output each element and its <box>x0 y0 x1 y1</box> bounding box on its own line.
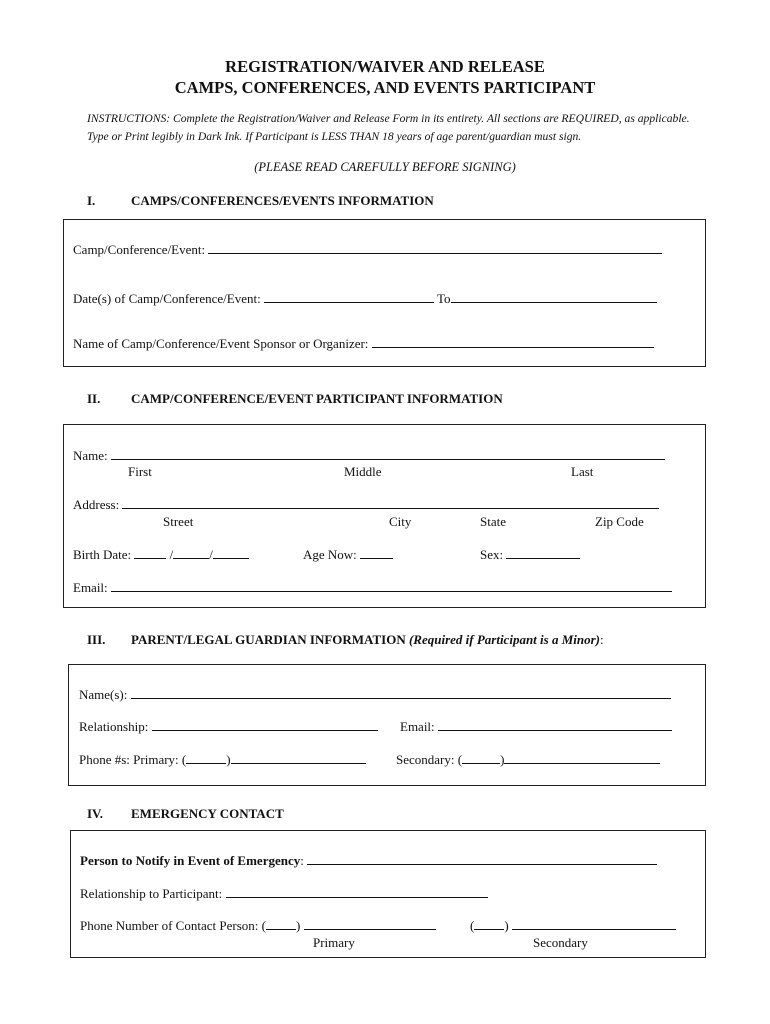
emergency-notify-colon: : <box>300 853 304 868</box>
participant-address-field[interactable] <box>73 497 659 513</box>
emergency-notify-field[interactable] <box>80 853 657 869</box>
guardian-email-input-line[interactable] <box>438 719 672 731</box>
section-1-title: CAMPS/CONFERENCES/EVENTS INFORMATION <box>131 193 434 208</box>
guardian-names-field[interactable] <box>79 687 671 703</box>
guardian-primary-area-code-line[interactable] <box>186 752 226 764</box>
section-3-number: III. <box>87 632 106 647</box>
birth-day-input-line[interactable] <box>173 547 209 559</box>
section-3-colon: : <box>600 632 604 647</box>
event-label: Camp/Conference/Event: <box>73 242 206 257</box>
emergency-phone-field[interactable] <box>80 918 436 934</box>
emergency-primary-caption: Primary <box>313 935 355 950</box>
emergency-relationship-label: Relationship to Participant: <box>80 886 223 901</box>
sex-input-line[interactable] <box>506 547 580 559</box>
emergency-primary-paren-open: ( <box>261 918 266 933</box>
emergency-secondary-paren-close: ) <box>504 918 509 933</box>
participant-email-field[interactable] <box>73 580 672 596</box>
address-state-caption: State <box>480 514 506 529</box>
birth-sep-1: / <box>169 547 174 562</box>
guardian-primary-paren-open: ( <box>181 752 187 767</box>
guardian-email-label: Email: <box>400 719 435 734</box>
emergency-notify-label: Person to Notify in Event of Emergency <box>80 853 301 868</box>
name-middle-caption: Middle <box>344 464 382 479</box>
guardian-primary-paren-close: ) <box>226 752 231 767</box>
guardian-secondary-paren-open: ( <box>457 752 463 767</box>
form-title-line1: REGISTRATION/WAIVER AND RELEASE <box>225 57 545 76</box>
date-start-input-line[interactable] <box>264 291 434 303</box>
sex-label: Sex: <box>480 547 504 562</box>
birth-year-input-line[interactable] <box>213 547 249 559</box>
guardian-relationship-label: Relationship: <box>79 719 149 734</box>
sponsor-label: Name of Camp/Conference/Event Sponsor or Organizer: <box>73 336 369 351</box>
guardian-secondary-paren-close: ) <box>500 752 505 767</box>
sponsor-field[interactable] <box>73 336 654 352</box>
participant-address-label: Address: <box>73 497 120 512</box>
address-city-caption: City <box>389 514 412 529</box>
age-field[interactable] <box>303 547 393 563</box>
participant-email-label: Email: <box>73 580 108 595</box>
guardian-secondary-phone-field[interactable] <box>396 752 660 768</box>
guardian-secondary-phone-line[interactable] <box>504 752 660 764</box>
address-street-caption: Street <box>163 514 194 529</box>
guardian-secondary-area-code-line[interactable] <box>462 752 500 764</box>
guardian-names-input-line[interactable] <box>131 687 671 699</box>
dates-to-label: To <box>436 291 451 306</box>
guardian-phone-label: Phone #s: Primary: <box>79 752 179 767</box>
emergency-primary-phone-line[interactable] <box>304 918 436 930</box>
section-2-title: CAMP/CONFERENCE/EVENT PARTICIPANT INFORMATION <box>131 391 503 406</box>
name-first-caption: First <box>128 464 152 479</box>
form-title-line2: CAMPS, CONFERENCES, AND EVENTS PARTICIPANT <box>174 78 596 97</box>
section-4-title: EMERGENCY CONTACT <box>131 806 284 821</box>
birth-date-label: Birth Date: <box>73 547 132 562</box>
participant-address-input-line[interactable] <box>122 497 659 509</box>
sponsor-input-line[interactable] <box>372 336 654 348</box>
event-input-line[interactable] <box>208 242 662 254</box>
emergency-notify-input-line[interactable] <box>307 853 657 865</box>
read-carefully-note: (PLEASE READ CAREFULLY BEFORE SIGNING) <box>254 160 516 174</box>
section-3-title: PARENT/LEGAL GUARDIAN INFORMATION <box>131 632 406 647</box>
emergency-relationship-input-line[interactable] <box>226 886 488 898</box>
age-label: Age Now: <box>303 547 357 562</box>
emergency-secondary-phone-line[interactable] <box>512 918 676 930</box>
guardian-names-label: Name(s): <box>79 687 128 702</box>
emergency-secondary-area-code-line[interactable] <box>474 918 504 930</box>
instructions-text: INSTRUCTIONS: Complete the Registration/Waiver and Release Form in its entirety. All sections are REQUIRED, as applicable. Type or Print legibly in Dark Ink. If Participant is LESS THAN 18 years of age parent/guardian must sign. <box>87 112 690 143</box>
participant-name-label: Name: <box>73 448 108 463</box>
birth-month-input-line[interactable] <box>134 547 166 559</box>
guardian-secondary-label: Secondary: <box>396 752 455 767</box>
guardian-relationship-input-line[interactable] <box>152 719 378 731</box>
event-field[interactable] <box>73 242 662 258</box>
emergency-primary-area-code-line[interactable] <box>266 918 296 930</box>
guardian-relationship-field[interactable] <box>79 719 378 735</box>
emergency-secondary-caption: Secondary <box>533 935 588 950</box>
section-1-number: I. <box>87 193 96 208</box>
section-3-title-note: (Required if Participant is a Minor) <box>408 632 600 647</box>
section-2-number: II. <box>87 391 101 406</box>
guardian-email-field[interactable] <box>400 719 672 735</box>
dates-field[interactable] <box>73 291 657 307</box>
emergency-secondary-phone-field[interactable] <box>470 918 676 934</box>
dates-label: Date(s) of Camp/Conference/Event: <box>73 291 261 306</box>
guardian-primary-phone-field[interactable] <box>79 752 366 768</box>
emergency-phone-label: Phone Number of Contact Person: <box>80 918 259 933</box>
emergency-secondary-paren-open: ( <box>470 918 475 933</box>
name-last-caption: Last <box>571 464 594 479</box>
birth-date-field[interactable] <box>73 547 249 563</box>
section-3-heading <box>131 632 604 648</box>
birth-sep-2: / <box>209 547 213 562</box>
emergency-primary-paren-close: ) <box>295 918 301 933</box>
participant-name-field[interactable] <box>73 448 665 464</box>
emergency-relationship-field[interactable] <box>80 886 488 902</box>
participant-email-input-line[interactable] <box>111 580 672 592</box>
guardian-primary-phone-line[interactable] <box>231 752 366 764</box>
section-4-number: IV. <box>87 806 104 821</box>
participant-name-input-line[interactable] <box>111 448 665 460</box>
sex-field[interactable] <box>480 547 580 563</box>
address-zip-caption: Zip Code <box>595 514 644 529</box>
date-end-input-line[interactable] <box>451 291 657 303</box>
age-input-line[interactable] <box>360 547 393 559</box>
